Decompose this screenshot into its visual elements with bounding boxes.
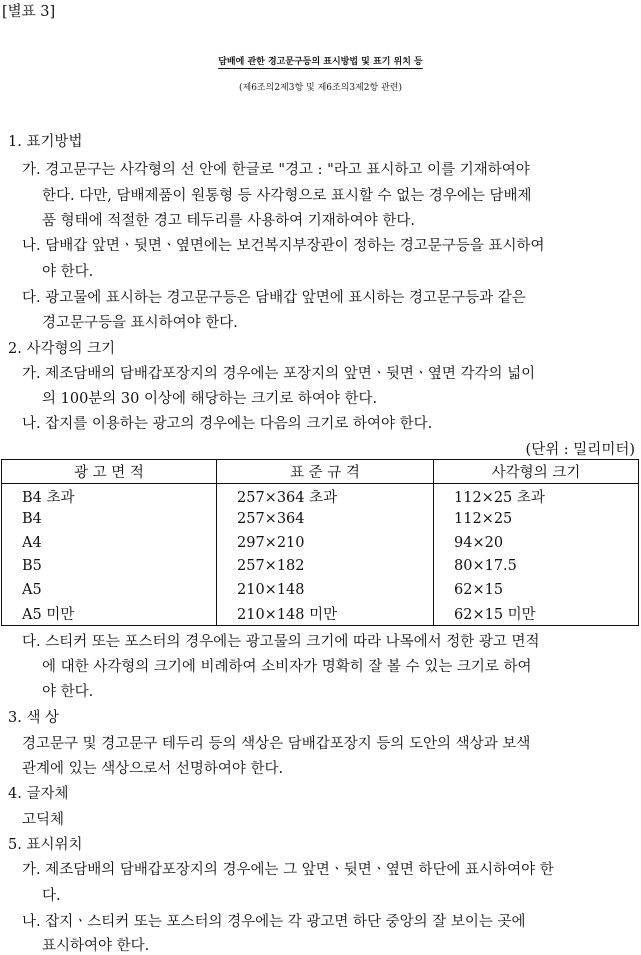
section-1-item-a-line-2: 한다. 다만, 담배제품이 원통형 등 사각형으로 표시할 수 없는 경우에는 담배제 bbox=[42, 188, 532, 204]
table-row bbox=[2, 578, 639, 601]
section-2-item-a-line-2: 의 100분의 30 이상에 해당하는 크기로 하여야 한다. bbox=[42, 391, 378, 407]
section-2-heading: 2. 사각형의 크기 bbox=[8, 341, 116, 357]
section-5-heading: 5. 표시위치 bbox=[8, 837, 83, 853]
unit-note: (단위 : 밀리미터) bbox=[525, 442, 635, 458]
section-1-item-b-line-2: 야 한다. bbox=[42, 264, 94, 280]
section-1-item-c-line-2: 경고문구등을 표시하여야 한다. bbox=[42, 315, 238, 331]
cell-rectangle-size: 80×17.5 bbox=[434, 555, 639, 578]
section-1-heading: 1. 표기방법 bbox=[8, 134, 83, 150]
table-header-row bbox=[2, 460, 639, 484]
section-1-item-a-line-1: 가. 경고문구는 사각형의 선 안에 한글로 "경고 : "라고 표시하고 이를 기재하여야 bbox=[22, 162, 530, 178]
table-row bbox=[2, 531, 639, 554]
section-5-item-a-line-1: 가. 제조담배의 담배갑포장지의 경우에는 그 앞면ㆍ뒷면ㆍ옆면 하단에 표시하여야 한 bbox=[22, 862, 554, 878]
section-1-item-b-line-1: 나. 담배갑 앞면ㆍ뒷면ㆍ옆면에는 보건복지부장관이 정하는 경고문구등을 표시하여 bbox=[22, 238, 545, 254]
cell-rectangle-size: 62×15 bbox=[434, 578, 639, 601]
cell-standard-spec: 210×148 미만 bbox=[217, 601, 434, 625]
cell-ad-area: B4 bbox=[2, 508, 217, 531]
section-5-item-b-line-2: 표시하여야 한다. bbox=[42, 938, 150, 954]
table-row bbox=[2, 484, 639, 508]
header-standard-spec: 표 준 규 격 bbox=[217, 460, 434, 484]
section-3-text-line-2: 관계에 있는 색상으로서 선명하여야 한다. bbox=[22, 761, 284, 777]
cell-standard-spec: 210×148 bbox=[217, 578, 434, 601]
section-1-item-a-line-3: 품 형태에 적절한 경고 테두리를 사용하여 기재하여야 한다. bbox=[42, 213, 416, 229]
header-ad-area: 광 고 면 적 bbox=[2, 460, 217, 484]
cell-rectangle-size: 112×25 초과 bbox=[434, 484, 639, 508]
cell-ad-area: A4 bbox=[2, 531, 217, 554]
cell-ad-area: B4 초과 bbox=[2, 484, 217, 508]
table-row bbox=[2, 555, 639, 578]
cell-standard-spec: 257×364 초과 bbox=[217, 484, 434, 508]
header-rectangle-size: 사각형의 크기 bbox=[434, 460, 639, 484]
cell-standard-spec: 257×182 bbox=[217, 555, 434, 578]
section-4-heading: 4. 글자체 bbox=[8, 786, 69, 802]
cell-rectangle-size: 62×15 미만 bbox=[434, 601, 639, 625]
section-2-item-b-line-1: 나. 잡지를 이용하는 광고의 경우에는 다음의 크기로 하여야 한다. bbox=[22, 416, 433, 432]
cell-standard-spec: 297×210 bbox=[217, 531, 434, 554]
table-row bbox=[2, 601, 639, 625]
section-3-text-line-1: 경고문구 및 경고문구 테두리 등의 색상은 담배갑포장지 등의 도안의 색상과 보색 bbox=[22, 736, 531, 752]
section-1-item-c-line-1: 다. 광고물에 표시하는 경고문구등은 담배갑 앞면에 표시하는 경고문구등과 같은 bbox=[22, 290, 526, 306]
section-2-item-c-line-3: 야 한다. bbox=[42, 684, 94, 700]
size-table bbox=[1, 459, 639, 626]
section-2-item-a-line-1: 가. 제조담배의 담배갑포장지의 경우에는 포장지의 앞면ㆍ뒷면ㆍ옆면 각각의 넓이 bbox=[22, 366, 536, 382]
cell-rectangle-size: 112×25 bbox=[434, 508, 639, 531]
cell-ad-area: A5 미만 bbox=[2, 601, 217, 625]
table-row bbox=[2, 508, 639, 531]
section-4-text: 고딕체 bbox=[22, 812, 65, 828]
cell-standard-spec: 257×364 bbox=[217, 508, 434, 531]
cell-rectangle-size: 94×20 bbox=[434, 531, 639, 554]
document-subtitle: (제6조의2제3항 및 제6조의3제2항 관련) bbox=[239, 83, 402, 93]
section-2-item-c-line-1: 다. 스티커 또는 포스터의 경우에는 광고물의 크기에 따라 나목에서 정한 광고 면적 bbox=[22, 634, 540, 650]
cell-ad-area: A5 bbox=[2, 578, 217, 601]
section-2-item-c-line-2: 에 대한 사각형의 크기에 비례하여 소비자가 명확히 잘 볼 수 있는 크기로 하여 bbox=[42, 659, 532, 675]
section-3-heading: 3. 색 상 bbox=[8, 710, 60, 726]
cell-ad-area: B5 bbox=[2, 555, 217, 578]
section-5-item-a-line-2: 다. bbox=[42, 888, 61, 904]
section-5-item-b-line-1: 나. 잡지ㆍ스티커 또는 포스터의 경우에는 각 광고면 하단 중앙의 잘 보이는 곳에 bbox=[22, 914, 526, 930]
document-title: 담배에 관한 경고문구등의 표시방법 및 표기 위치 등 bbox=[218, 57, 423, 67]
appendix-tag: [별표 3] bbox=[2, 4, 56, 20]
